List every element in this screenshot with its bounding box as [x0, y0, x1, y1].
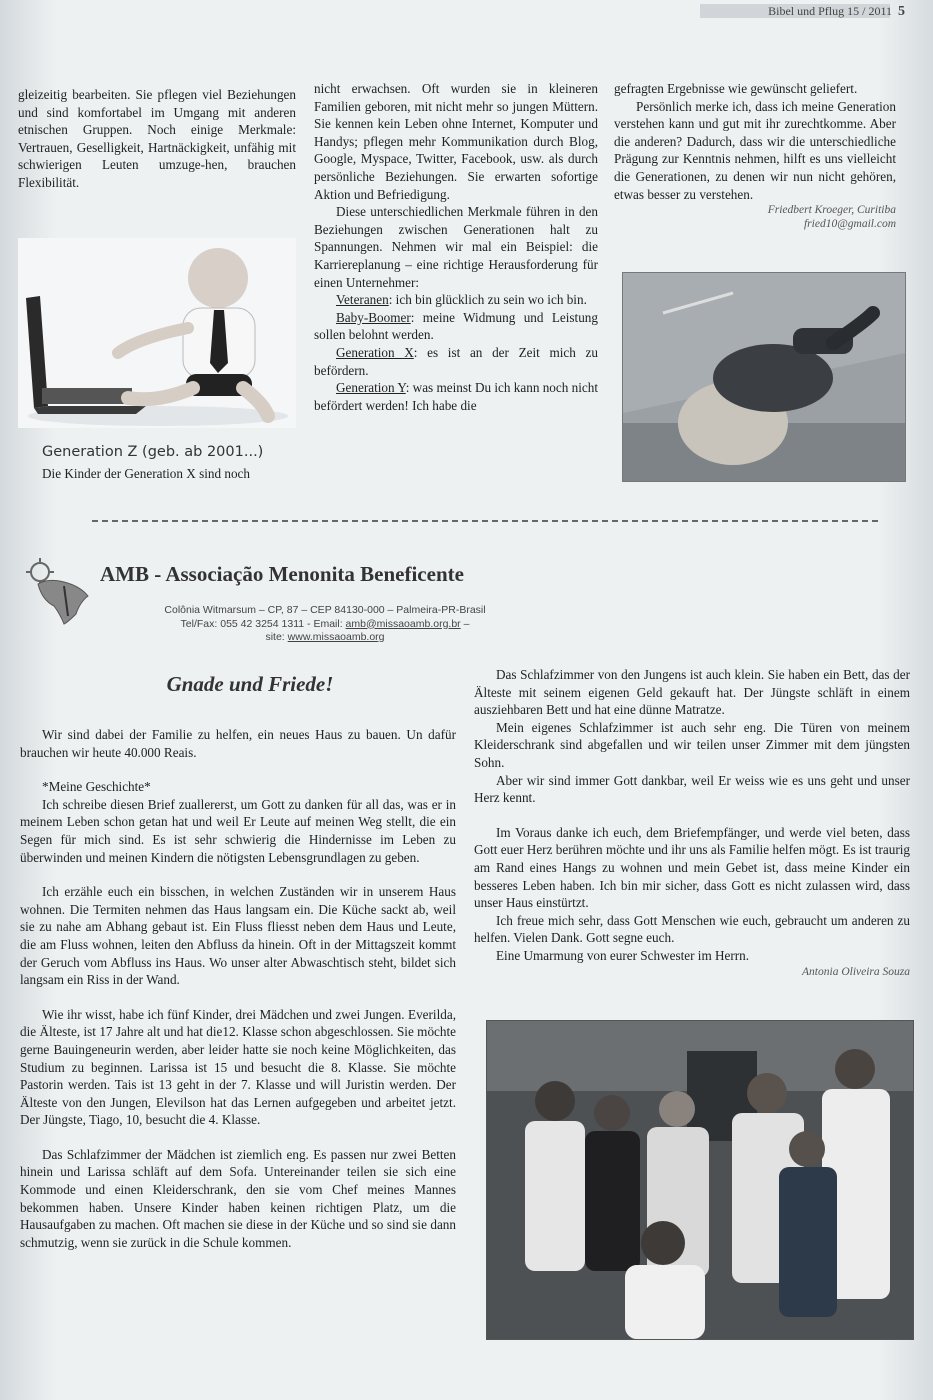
amb-address-line-2: [100, 618, 550, 632]
veteranen-text: : ich bin glücklich zu sein wo ich bin.: [388, 292, 587, 308]
letter-left-paragraph-6: Das Schlafzimmer der Mädchen ist ziemlich eng. Es passen nur zwei Betten hinein und Larissa schläft auf dem Sofa. Untereinander teilen sie sich eine Kommode und einen Kleiderschrank, den sie vom Chef meines Mannes bekommen haben. Unsere Kinder haben keinen richtigen Platz, um die Hausaufgaben zu machen. Oft machen sie diese in der Küche und so sind sie dann schmutzig, wenn sie zurück in die Schule kommen.: [20, 1146, 456, 1250]
section-divider: [92, 520, 878, 522]
magazine-name: Bibel und Pflug 15 / 2011: [768, 4, 892, 18]
amb-title: AMB - Associação Menonita Beneficente: [100, 562, 464, 586]
amb-phone: Tel/Fax: 055 42 3254 1311 - Email:: [180, 617, 346, 630]
generation-y: [314, 379, 598, 414]
generation-baby-boomer: [314, 309, 598, 344]
letter-right-paragraph-4: Im Voraus danke ich euch, dem Briefempfänger, und werde viel beten, dass Gott euer Herz berühren möchte und ihr uns als Familie helfen mögt. Es ist traurig am Rand eines Hangs zu wohnen und mein Gebet ist, dass meine Kinder ein besseres Leben haben. Ich bin mir sicher, dass Gott es nicht zulassen wird, dass unser Haus einstürtzt.: [474, 824, 910, 911]
letter-signature: Antonia Oliveira Souza: [802, 965, 910, 978]
article-column-3: [614, 80, 896, 231]
col2-paragraph-1: nicht erwachsen. Oft wurden sie in kleineren Familien geboren, mit nicht mehr so jungen Müttern. Sie kennen kein Leben ohne Internet, Komputer und Handys; pflegen mehr Kommunikation durch Blog, Google, Myspace, Twitter, Facebook, usw. als durch persönliche Beziehungen. Sie erwarten sofortige Aktion und Befriedigung.: [314, 81, 598, 202]
generation-z-caption-text: Die Kinder der Generation X sind noch: [42, 466, 251, 481]
veteranen-label: Veteranen: [336, 292, 389, 308]
letter-left-paragraph-5: Wie ihr wisst, habe ich fünf Kinder, drei Mädchen und zwei Jungen. Everilda, die Älteste, ist 17 Jahre alt und hat die12. Klasse schon abgeschlossen. Sie möchte gerne Bauingeneurin werden, aber leider hatte sie noch keine Möglichkeiten, das Studium zu beginnen. Larissa ist 15 und besucht die 8. Klasse. Sie möchte Pastorin werden. Tais ist 13 geht in der 7. Klasse und will Juristin werden. Der Älteste von den Jungen, Elevilson hat das Lernen aufgegeben und arbeitet jetzt. Der Jüngste, Tiago, 10, besucht die 4. Klasse.: [20, 1006, 456, 1128]
amb-address-line-3: [100, 631, 550, 645]
letter-title: Gnade und Friede!: [166, 672, 334, 696]
amb-email-link[interactable]: amb@missaoamb.org.br: [345, 617, 461, 630]
amb-address-line-1: Colônia Witmarsum – CP, 87 – CEP 84130-000 – Palmeira-PR-Brasil: [164, 604, 486, 616]
amb-site-link[interactable]: www.missaoamb.org: [287, 631, 385, 643]
baby-boomer-text: : meine Widmung und Leistung sollen belohnt werden.: [314, 309, 598, 343]
amb-site-label: site:: [265, 631, 288, 643]
letter-right-paragraph-2: Mein eigenes Schlafzimmer ist auch sehr eng. Die Türen von meinem Kleiderschrank sind abgefallen und wir teilen unser Zimmer mit dem jüngsten Sohn.: [474, 719, 910, 770]
col3-paragraph-1: gefragten Ergebnisse wie gewünscht geliefert.: [614, 81, 858, 96]
letter-left-column: [20, 726, 456, 1251]
page-number: 5: [898, 4, 905, 19]
amb-address: [100, 604, 550, 645]
col2-paragraph-2: Diese unterschiedlichen Merkmale führen in den Beziehungen zwischen Generationen halt zu Spannungen. Nehmen wir mal ein Beispiel: die Karriereplanung – eine richtige Herausforderung für einen Unternehmer:: [314, 204, 598, 290]
letter-left-paragraph-2: *Meine Geschichte*: [42, 779, 151, 795]
col3-paragraph-2: Persönlich merke ich, dass ich meine Generation verstehen kann und gut mit ihr zurechtkomme. Aber die anderen? Dadurch, dass wir die unterschiedliche Prägung zur Kenntnis nehmen, hilft es uns vielleicht die Generationen, zu denen wir nun nicht gehören, etwas besser zu verstehen.: [614, 98, 896, 202]
child-playing-photo: [622, 272, 906, 482]
letter-right-paragraph-1: Das Schlafzimmer von den Jungens ist auch klein. Sie haben ein Bett, das der Älteste mit seinem eigenen Geld gekauft hat. Der Jüngste schläft in einem ausziehbaren Bett und hat eine dünne Matratze.: [474, 667, 910, 718]
generation-veteranen: [314, 291, 598, 309]
letter-right-column: [474, 666, 910, 979]
letter-right-paragraph-5: Ich freue mich sehr, dass Gott Menschen wie euch, gebraucht um anderen zu helfen. Vielen Dank. Gott segne euch.: [474, 912, 910, 946]
article-column-2: [314, 80, 598, 414]
amb-map-logo-icon: [20, 556, 94, 626]
generation-x: [314, 344, 598, 379]
page-header: [768, 4, 905, 20]
letter-left-paragraph-4: Ich erzähle euch ein bisschen, in welchen Zuständen wir in unserem Haus wohnen. Die Termiten nehmen das Haus langsam ein. Die Küche sackt ab, weil sie zu nahe am Abhang gebaut ist. Ein Fluss fliesst neben dem Haus und Leute, die am Fluss wohnen, leiten den Abfluss da hinein. Oft in der Mittagszeit kommt der Geruch vom Abfluss ins Haus. Wo unser alter Abwaschtisch steht, bildet sich langsam ein Riss in der Wand.: [20, 884, 456, 988]
generation-z-caption: Generation Z (geb. ab 2001...): [42, 444, 264, 460]
generation-x-label: Generation X: [336, 344, 414, 360]
letter-right-paragraph-6: Eine Umarmung von eurer Schwester im Herrn.: [496, 947, 750, 963]
author-signature: [614, 203, 896, 231]
letter-right-paragraph-3: Aber wir sind immer Gott dankbar, weil Er weiss wie es uns geht und unser Herz kennt.: [474, 772, 910, 806]
generation-y-text: : was meinst Du ich kann noch nicht befördert werden! Ich habe die: [314, 380, 599, 413]
col1-text: gleizeitig bearbeiten. Sie pflegen viel Beziehungen und sind komfortabel im Umgang mit anderen etnischen Gruppen. Noch einige Merkmale: Vertrauen, Geselligkeit, Hartnäckigkeit, unfähig mit schwierigen Leuten umzuge-hen, brauchen Flexibilität.: [18, 87, 296, 190]
letter-left-paragraph-3: Ich schreibe diesen Brief zuallererst, um Gott zu danken für all das, was er in meinem Leben schon getan hat und weil Er Leute auf meinen Weg stellt, die ein Segen für mich sind. Es ist sehr schwierig die Hindernisse im Leben zu überwinden und meinen Kindern die nötigsten Lebensgrundlagen zu geben.: [20, 796, 456, 865]
generation-y-label: Generation Y: [336, 380, 406, 396]
author-name: Friedbert Kroeger, Curitiba: [767, 204, 896, 217]
baby-laptop-photo: [18, 238, 296, 428]
letter-left-paragraph-1: Wir sind dabei der Familie zu helfen, ein neues Haus zu bauen. Un dafür brauchen wir heute 40.000 Reais.: [20, 727, 456, 760]
baby-boomer-label: Baby-Boomer: [336, 309, 411, 325]
article-column-1: [18, 86, 296, 192]
author-email: fried10@gmail.com: [803, 218, 896, 231]
family-photo: [486, 1020, 914, 1340]
amb-address-dash: –: [460, 617, 470, 630]
generation-x-text: : es ist an der Zeit mich zu befördern.: [314, 344, 599, 378]
